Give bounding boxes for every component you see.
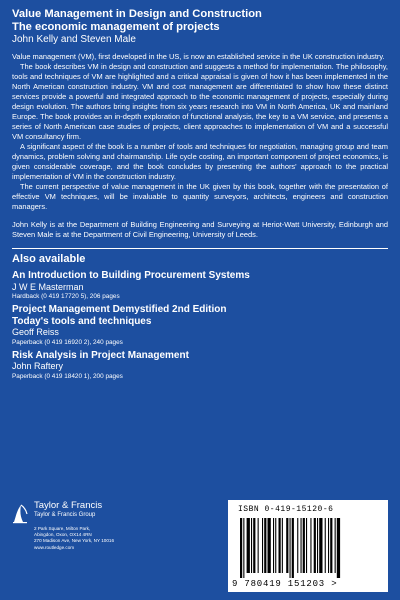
author-bio-paragraph: John Kelly is at the Department of Building Engineering and Surveying at Heriot-Watt University, Edinburgh and Steven Male is at the Department of Civil Engineering, University of Leeds.: [12, 220, 388, 239]
related-book-1: [12, 270, 388, 301]
book-subtitle: The economic management of projects: [12, 21, 220, 33]
related-book-details: Paperback (0 419 18420 1), 200 pages: [12, 372, 123, 380]
related-book-title: Project Management Demystified 2nd Edition Today's tools and techniques: [12, 304, 227, 327]
related-book-author: J W E Masterman: [12, 281, 84, 292]
barcode-panel: [228, 500, 388, 592]
book-authors: John Kelly and Steven Male: [12, 34, 136, 45]
book-title: Value Management in Design and Construction: [12, 8, 262, 20]
publisher-group: Taylor & Francis Group: [34, 512, 96, 518]
section-divider: [12, 248, 388, 249]
publisher-logo: [12, 500, 147, 590]
also-available-heading: Also available: [12, 253, 86, 265]
related-book-author: Geoff Reiss: [12, 327, 59, 337]
related-book-title: Risk Analysis in Project Management: [12, 349, 189, 361]
publisher-emblem-icon: [12, 502, 30, 524]
related-book-details: Hardback (0 419 17720 5), 206 pages: [12, 293, 120, 300]
related-book-3: [12, 350, 388, 381]
description-paragraph-2: The book describes VM in design and construction and suggests a method for implementation. The philosophy, tools and techniques of VM are highlighted and a critical appraisal is given of how it has been implemented in the North American construction industry. VM and cost management are differentiated to show how these distinct services provide a powerful and integrated approach to the economic management of projects, especially during design evolution. The authors bring insights from six years research into VM in North America, UK and mainland Europe. The book provides an in-depth exploration of functional analysis, the key to a VM service, and presents a series of North American case studies of projects, client approaches to implementation of VM and a successful VM consultancy firm.: [12, 62, 388, 141]
barcode-number: 9 780419 151203 >: [232, 579, 338, 589]
related-book-author: John Raftery: [12, 361, 64, 371]
publisher-address: 2 Park Square, Milton Park, Abingdon, Oxon, OX14 4RN 270 Madison Ave, New York, NY 10016 www.routledge.com: [34, 526, 115, 550]
back-cover-text: [12, 8, 388, 384]
description-paragraph-1: Value management (VM), first developed in the US, is now an established service in the UK construction industry.: [12, 52, 385, 61]
related-book-title: An Introduction to Building Procurement Systems: [12, 270, 250, 281]
publisher-name: Taylor & Francis: [34, 500, 103, 511]
related-book-details: Paperback (0 419 16920 2), 240 pages: [12, 338, 123, 346]
cover-footer: [12, 500, 388, 592]
barcode-bars: [240, 518, 376, 578]
isbn-label: ISBN 0-419-15120-6: [238, 505, 334, 514]
related-book-2: [12, 304, 388, 347]
description-paragraph-3: A significant aspect of the book is a number of tools and techniques for negotiation, managing group and team dynamics, problem solving and chairmanship. Life cycle costing, an important component of project economics, is given considerable coverage, and the book concludes by presenting the authors' approach to the practical implementation of VM in the construction industry.: [12, 142, 388, 181]
description-paragraph-4: The current perspective of value management in the UK given by this book, together with the presentation of effective VM techniques, will be invaluable to quantity surveyors, architects, engineers and construction managers.: [12, 182, 388, 211]
